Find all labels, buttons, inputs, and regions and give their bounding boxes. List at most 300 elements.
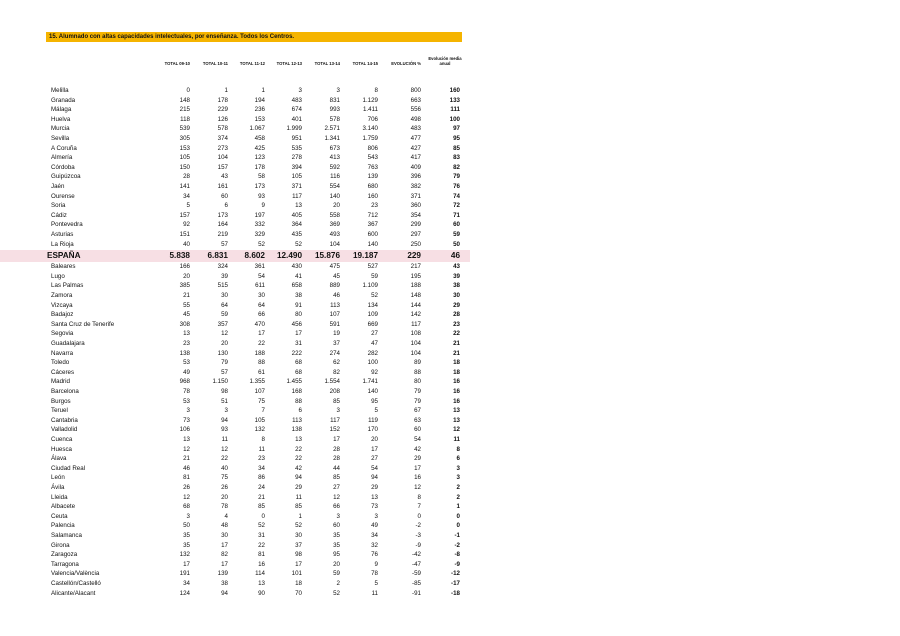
evolution-cell: 663 — [410, 96, 421, 104]
evolution-cell: 396 — [410, 173, 421, 181]
evolution-cell: 354 — [410, 211, 421, 219]
total-cell: 52 — [371, 292, 378, 299]
total-cell: 28 — [333, 445, 340, 453]
province-name: Guipúzcoa — [51, 173, 81, 181]
province-name: Soria — [51, 202, 66, 210]
province-name: Lugo — [51, 272, 65, 280]
total-cell: 21 — [258, 493, 265, 501]
total-cell: 12 — [221, 330, 228, 338]
total-cell: 1.150 — [212, 378, 228, 386]
evolution-cell: 79 — [414, 397, 421, 405]
annual-evolution-cell: 38 — [453, 282, 460, 290]
table-row — [0, 589, 470, 599]
total-cell: 41 — [295, 272, 302, 280]
table-row — [0, 349, 470, 359]
table-row — [0, 425, 470, 435]
total-cell: 470 — [254, 320, 265, 328]
province-name: Albacete — [51, 503, 76, 511]
total-cell: 1.355 — [249, 378, 265, 386]
total-cell: 52 — [295, 240, 302, 248]
province-name: Cuenca — [51, 436, 73, 443]
total-cell: 13 — [295, 436, 302, 443]
evolution-cell: 427 — [410, 144, 421, 152]
table-row — [0, 291, 470, 301]
total-cell: 20 — [221, 340, 228, 347]
annual-evolution-cell: -18 — [451, 589, 460, 597]
total-cell: 38 — [221, 580, 228, 587]
total-cell: 401 — [291, 115, 302, 123]
total-cell: 109 — [367, 311, 378, 319]
total-cell: 150 — [179, 163, 190, 171]
total-cell: 59 — [371, 272, 378, 280]
total-cell: 34 — [258, 464, 265, 472]
total-cell: 435 — [291, 231, 302, 238]
evolution-cell: 0 — [417, 512, 421, 520]
province-name: Asturias — [51, 231, 74, 238]
annual-evolution-cell: 29 — [453, 301, 460, 309]
annual-evolution-cell: -2 — [454, 541, 460, 549]
total-cell: 45 — [333, 272, 340, 280]
province-name: Girona — [51, 541, 70, 549]
total-cell: 126 — [217, 115, 228, 123]
total-cell: 674 — [291, 106, 302, 114]
total-cell: 60 — [221, 192, 228, 200]
total-cell: 4 — [224, 512, 228, 520]
province-name: Granada — [51, 96, 76, 104]
total-cell: 160 — [367, 192, 378, 200]
province-name: Almería — [51, 154, 73, 162]
annual-evolution-cell: 60 — [453, 221, 460, 229]
table-row — [0, 541, 470, 551]
total-cell: 51 — [221, 397, 228, 405]
total-cell: 5 — [186, 202, 190, 210]
total-cell: 153 — [254, 115, 265, 123]
total-cell: 64 — [221, 301, 228, 309]
annual-evolution-cell: 71 — [453, 211, 460, 219]
total-cell: 7 — [261, 407, 265, 415]
total-cell: 75 — [258, 397, 265, 405]
total-cell: 76 — [371, 551, 378, 559]
annual-evolution-cell: 46 — [450, 250, 460, 260]
province-name: Palencia — [51, 522, 75, 530]
annual-evolution-cell: 2 — [456, 493, 460, 501]
total-cell: 3 — [336, 512, 340, 520]
total-cell: 173 — [217, 211, 228, 219]
total-cell: 13 — [371, 493, 378, 501]
total-cell: 113 — [292, 416, 302, 424]
total-cell: 104 — [329, 240, 340, 248]
table-row — [0, 493, 470, 503]
total-cell: 48 — [221, 522, 228, 530]
evolution-cell: 409 — [410, 163, 421, 171]
total-cell: 61 — [258, 368, 265, 376]
column-header: EVOLUCIÓN % — [391, 61, 421, 66]
total-cell: 148 — [179, 96, 190, 104]
province-name: Melilla — [51, 87, 69, 94]
total-cell: 46 — [183, 464, 190, 472]
annual-evolution-cell: 28 — [453, 311, 460, 319]
province-name: Cantabria — [51, 416, 78, 424]
province-name: León — [51, 474, 65, 482]
total-cell: 140 — [367, 388, 378, 395]
total-cell: 8.602 — [244, 250, 265, 260]
total-cell: 1.554 — [324, 378, 340, 386]
total-cell: 35 — [333, 541, 340, 549]
total-cell: 52 — [258, 522, 265, 530]
table-row — [0, 240, 470, 250]
annual-evolution-cell: 18 — [453, 368, 460, 376]
evolution-cell: -85 — [412, 580, 421, 587]
annual-evolution-cell: 6 — [456, 455, 460, 463]
total-cell: 138 — [179, 349, 190, 357]
evolution-cell: 800 — [410, 87, 421, 94]
total-cell: 1.411 — [362, 106, 378, 114]
total-cell: 23 — [183, 340, 190, 347]
total-cell: 38 — [295, 292, 302, 299]
total-cell: 73 — [183, 416, 190, 424]
province-name: Guadalajara — [51, 340, 85, 347]
total-cell: 68 — [295, 359, 302, 367]
province-name: Ceuta — [51, 512, 68, 520]
total-cell: 85 — [295, 503, 302, 511]
annual-evolution-cell: 21 — [453, 340, 460, 347]
evolution-cell: -9 — [415, 541, 421, 549]
total-cell: 13 — [183, 436, 190, 443]
total-cell: 385 — [179, 282, 190, 290]
total-cell: 6.831 — [207, 250, 228, 260]
total-cell: 361 — [254, 263, 265, 271]
province-name: Cádiz — [51, 211, 67, 219]
evolution-cell: 16 — [414, 474, 421, 482]
table-row — [0, 301, 470, 311]
total-cell: 17 — [183, 560, 190, 568]
table-row — [0, 329, 470, 339]
total-cell: 35 — [333, 532, 340, 539]
table-row — [0, 502, 470, 512]
total-cell: 889 — [329, 282, 340, 290]
province-name: Ciudad Real — [51, 464, 86, 472]
total-cell: 191 — [179, 570, 190, 578]
total-cell: 3 — [374, 512, 378, 520]
total-cell: 17 — [333, 436, 340, 443]
total-cell: 3 — [336, 407, 340, 415]
annual-evolution-cell: 72 — [453, 202, 460, 210]
total-cell: 24 — [258, 484, 265, 491]
total-cell: 413 — [329, 154, 340, 162]
annual-evolution-cell: 83 — [453, 154, 460, 162]
total-cell: 52 — [333, 589, 340, 597]
table-row — [0, 144, 470, 154]
annual-evolution-cell: 0 — [456, 522, 460, 530]
total-cell: 611 — [255, 282, 265, 290]
table-row — [0, 201, 470, 211]
table-row — [0, 358, 470, 368]
province-name: Huesca — [51, 445, 72, 453]
table-row — [0, 230, 470, 240]
total-cell: 62 — [333, 359, 340, 367]
total-cell: 178 — [254, 163, 265, 171]
total-cell: 139 — [367, 173, 378, 181]
total-cell: 5 — [374, 407, 378, 415]
evolution-cell: -59 — [412, 570, 421, 578]
province-name: ESPAÑA — [47, 250, 81, 260]
evolution-cell: 88 — [414, 368, 421, 376]
table-row — [0, 172, 470, 182]
annual-evolution-cell: 1 — [456, 503, 460, 511]
total-cell: 13 — [295, 202, 302, 210]
table-row — [0, 124, 470, 134]
column-header: Evolución media anual — [428, 56, 462, 66]
total-cell: 130 — [217, 349, 228, 357]
total-cell: 86 — [258, 474, 265, 482]
table-row — [0, 220, 470, 230]
total-cell: 22 — [295, 445, 302, 453]
province-name: Barcelona — [51, 388, 79, 395]
annual-evolution-cell: 8 — [456, 445, 460, 453]
total-cell: 54 — [258, 272, 265, 280]
annual-evolution-cell: 16 — [453, 397, 460, 405]
total-cell: 29 — [295, 484, 302, 491]
total-cell: 527 — [367, 263, 378, 271]
total-cell: 332 — [254, 221, 265, 229]
total-cell: 43 — [221, 173, 228, 181]
total-cell: 3 — [224, 407, 228, 415]
table-row — [0, 416, 470, 426]
total-cell: 680 — [367, 183, 378, 190]
total-cell: 39 — [221, 272, 228, 280]
total-cell: 34 — [371, 532, 378, 539]
total-cell: 369 — [329, 221, 340, 229]
total-cell: 535 — [291, 144, 302, 152]
table-row — [0, 211, 470, 221]
total-cell: 52 — [258, 240, 265, 248]
total-cell: 475 — [329, 263, 340, 271]
evolution-cell: -3 — [415, 532, 421, 539]
table-row — [0, 397, 470, 407]
annual-evolution-cell: 76 — [453, 183, 460, 190]
province-name: Toledo — [51, 359, 70, 367]
table-row — [0, 569, 470, 579]
total-cell: 70 — [295, 589, 302, 597]
total-cell: 105 — [254, 416, 265, 424]
total-cell: 673 — [329, 144, 340, 152]
total-cell: 12 — [183, 493, 190, 501]
evolution-cell: -2 — [415, 522, 421, 530]
total-cell: 53 — [183, 359, 190, 367]
total-cell: 117 — [330, 416, 340, 424]
total-cell: 88 — [258, 359, 265, 367]
total-cell: 483 — [291, 96, 302, 104]
annual-evolution-cell: 59 — [453, 231, 460, 238]
total-cell: 107 — [254, 388, 265, 395]
table-row — [0, 464, 470, 474]
evolution-cell: 60 — [414, 426, 421, 434]
table-row — [0, 445, 470, 455]
total-cell: 132 — [179, 551, 190, 559]
total-cell: 134 — [367, 301, 378, 309]
annual-evolution-cell: 18 — [453, 359, 460, 367]
total-cell: 274 — [329, 349, 340, 357]
annual-evolution-cell: 16 — [453, 378, 460, 386]
province-name: Castellón/Castelló — [51, 580, 101, 587]
total-cell: 13 — [258, 580, 265, 587]
total-cell: 9 — [374, 560, 378, 568]
total-cell: 592 — [329, 163, 340, 171]
total-cell: 45 — [183, 311, 190, 319]
total-cell: 92 — [183, 221, 190, 229]
total-cell: 57 — [221, 240, 228, 248]
total-cell: 1 — [261, 87, 265, 94]
annual-evolution-cell: 50 — [453, 240, 460, 248]
total-cell: 26 — [183, 484, 190, 491]
total-cell: 66 — [333, 503, 340, 511]
province-name: Teruel — [51, 407, 68, 415]
total-cell: 308 — [179, 320, 190, 328]
total-cell: 94 — [221, 416, 228, 424]
table-row — [0, 310, 470, 320]
total-cell: 27 — [371, 455, 378, 463]
total-cell: 2 — [336, 580, 340, 587]
total-cell: 91 — [295, 301, 302, 309]
total-cell: 22 — [295, 455, 302, 463]
total-cell: 15.876 — [314, 250, 340, 260]
total-cell: 95 — [371, 397, 378, 405]
province-name: Álava — [51, 455, 67, 463]
annual-evolution-cell: 43 — [453, 263, 460, 271]
annual-evolution-cell: 95 — [453, 135, 460, 142]
table-row — [0, 387, 470, 397]
table-row — [0, 320, 470, 330]
total-cell: 37 — [295, 541, 302, 549]
total-cell: 591 — [329, 320, 340, 328]
total-cell: 93 — [221, 426, 228, 434]
annual-evolution-cell: 133 — [449, 96, 460, 104]
total-cell: 1.759 — [362, 135, 378, 142]
evolution-cell: 477 — [410, 135, 421, 142]
total-cell: 8 — [261, 436, 265, 443]
total-cell: 669 — [367, 320, 378, 328]
total-cell: 35 — [183, 532, 190, 539]
total-cell: 21 — [183, 292, 190, 299]
total-cell: 27 — [333, 484, 340, 491]
total-cell: 157 — [217, 163, 228, 171]
table-row — [0, 377, 470, 387]
province-name: Zamora — [51, 292, 73, 299]
total-cell: 34 — [183, 192, 190, 200]
total-cell: 114 — [255, 570, 265, 578]
table-row — [0, 550, 470, 560]
province-name: Baleares — [51, 263, 76, 271]
total-cell: 706 — [367, 115, 378, 123]
total-cell: 30 — [258, 292, 265, 299]
total-cell: 329 — [254, 231, 265, 238]
total-cell: 19.187 — [352, 250, 378, 260]
total-cell: 68 — [295, 368, 302, 376]
table-row — [0, 192, 470, 202]
total-cell: 993 — [329, 106, 340, 114]
total-cell: 236 — [254, 106, 265, 114]
evolution-cell: 360 — [410, 202, 421, 210]
province-name: Tarragona — [51, 560, 79, 568]
total-cell: 157 — [179, 211, 190, 219]
table-row — [0, 435, 470, 445]
total-cell: 161 — [217, 183, 228, 190]
total-cell: 17 — [258, 330, 265, 338]
evolution-cell: 229 — [407, 250, 421, 260]
evolution-cell: 8 — [417, 493, 421, 501]
total-cell: 78 — [371, 570, 378, 578]
province-name: Las Palmas — [51, 282, 84, 290]
province-name: Lleida — [51, 493, 68, 501]
total-cell: 82 — [333, 368, 340, 376]
total-cell: 17 — [371, 445, 378, 453]
total-cell: 55 — [183, 301, 190, 309]
total-cell: 59 — [333, 570, 340, 578]
annual-evolution-cell: 0 — [456, 512, 460, 520]
total-cell: 40 — [221, 464, 228, 472]
evolution-cell: 108 — [410, 330, 421, 338]
annual-evolution-cell: 11 — [453, 436, 460, 443]
total-cell: 118 — [180, 115, 190, 123]
total-cell: 23 — [371, 202, 378, 210]
total-cell: 81 — [258, 551, 265, 559]
total-cell: 367 — [367, 221, 378, 229]
total-cell: 22 — [258, 541, 265, 549]
total-cell: 16 — [258, 560, 265, 568]
annual-evolution-cell: -17 — [451, 580, 460, 587]
column-header: TOTAL 10-11 — [202, 61, 228, 66]
evolution-cell: 483 — [410, 125, 421, 133]
total-cell: 58 — [258, 173, 265, 181]
total-cell: 20 — [371, 436, 378, 443]
table-row — [0, 531, 470, 541]
total-cell: 2.571 — [324, 125, 340, 133]
evolution-cell: -47 — [412, 560, 421, 568]
table-row — [0, 521, 470, 531]
total-cell: 23 — [258, 455, 265, 463]
total-cell: 0 — [186, 87, 190, 94]
total-cell: 75 — [221, 474, 228, 482]
table-row — [0, 281, 470, 291]
table-row — [0, 262, 470, 272]
total-cell: 17 — [221, 560, 228, 568]
total-cell: 968 — [179, 378, 190, 386]
evolution-cell: 299 — [410, 221, 421, 229]
total-cell: 1.455 — [286, 378, 302, 386]
total-cell: 17 — [221, 541, 228, 549]
evolution-cell: 250 — [410, 240, 421, 248]
total-cell: 57 — [221, 368, 228, 376]
total-cell: 951 — [291, 135, 302, 142]
evolution-cell: 195 — [410, 272, 421, 280]
total-cell: 27 — [371, 330, 378, 338]
total-cell: 11 — [221, 436, 228, 443]
total-cell: 101 — [291, 570, 302, 578]
total-cell: 104 — [217, 154, 228, 162]
total-cell: 105 — [179, 154, 190, 162]
total-cell: 140 — [329, 192, 340, 200]
table-title: 15. Alumnado con altas capacidades intelectuales, por enseñanza. Todos los Centros. — [46, 32, 462, 42]
province-name: La Rioja — [51, 240, 74, 248]
total-cell: 3 — [186, 407, 190, 415]
total-cell: 658 — [291, 282, 302, 290]
total-cell: 30 — [221, 292, 228, 299]
annual-evolution-cell: 13 — [453, 416, 460, 424]
total-cell: 208 — [329, 388, 340, 395]
total-cell: 138 — [291, 426, 302, 434]
total-cell: 1.067 — [249, 125, 265, 133]
total-cell: 282 — [367, 349, 378, 357]
